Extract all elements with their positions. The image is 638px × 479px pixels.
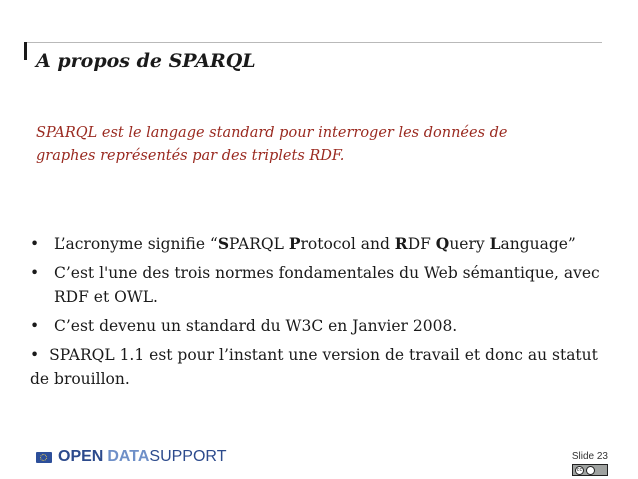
title-divider [24,42,602,43]
logo-open-text: OPEN [58,448,104,465]
bullet-text: anguage” [500,235,576,253]
bullet-sparql11 [30,343,610,391]
subtitle-line: SPARQL est le langage standard pour interroger les données de [36,125,508,141]
bullet-marker: • [30,346,40,364]
bullet-text: SPARQL 1.1 est pour l’instant une version de travail et donc au statut [49,346,598,364]
acronym-letter: R [394,234,408,253]
acronym-letter: P [288,234,301,253]
logo-data-text: DATA [107,448,150,465]
bullet-marker: • [30,235,40,253]
eu-flag-icon [36,452,52,463]
bullet-text: L’acronyme signifie “ [54,235,218,253]
slide-title: A propos de SPARQL [36,50,256,72]
bullet-text: RDF et OWL. [54,288,158,306]
slide-number: Slide 23 [571,451,608,462]
cc-icon: cc [576,466,583,473]
slide-subtitle [36,122,596,168]
acronym-letter: Q [435,234,450,253]
title-marker [24,42,27,60]
bullet-text: rotocol and [300,235,395,253]
creative-commons-license-icon [572,464,608,476]
logo-support-text: SUPPORT [149,448,227,465]
acronym-letter: L [489,234,501,253]
bullet-text: de brouillon. [30,370,130,388]
bullet-acronym [30,232,610,256]
cc-by-icon [586,466,595,475]
bullet-text: uery [449,235,490,253]
bullet-marker: • [30,317,40,335]
bullet-list [30,232,610,396]
open-data-support-logo [36,447,226,467]
bullet-w3c [30,314,610,338]
bullet-text: PARQL [229,235,289,253]
bullet-marker: • [30,264,40,282]
bullet-text: C’est l'une des trois normes fondamentales du Web sémantique, avec [54,264,600,282]
bullet-text: DF [407,235,436,253]
acronym-letter: S [217,234,230,253]
subtitle-line: graphes représentés par des triplets RDF. [36,148,345,164]
bullet-normes [30,261,610,309]
bullet-text: C’est devenu un standard du W3C en Janvier 2008. [54,317,458,335]
